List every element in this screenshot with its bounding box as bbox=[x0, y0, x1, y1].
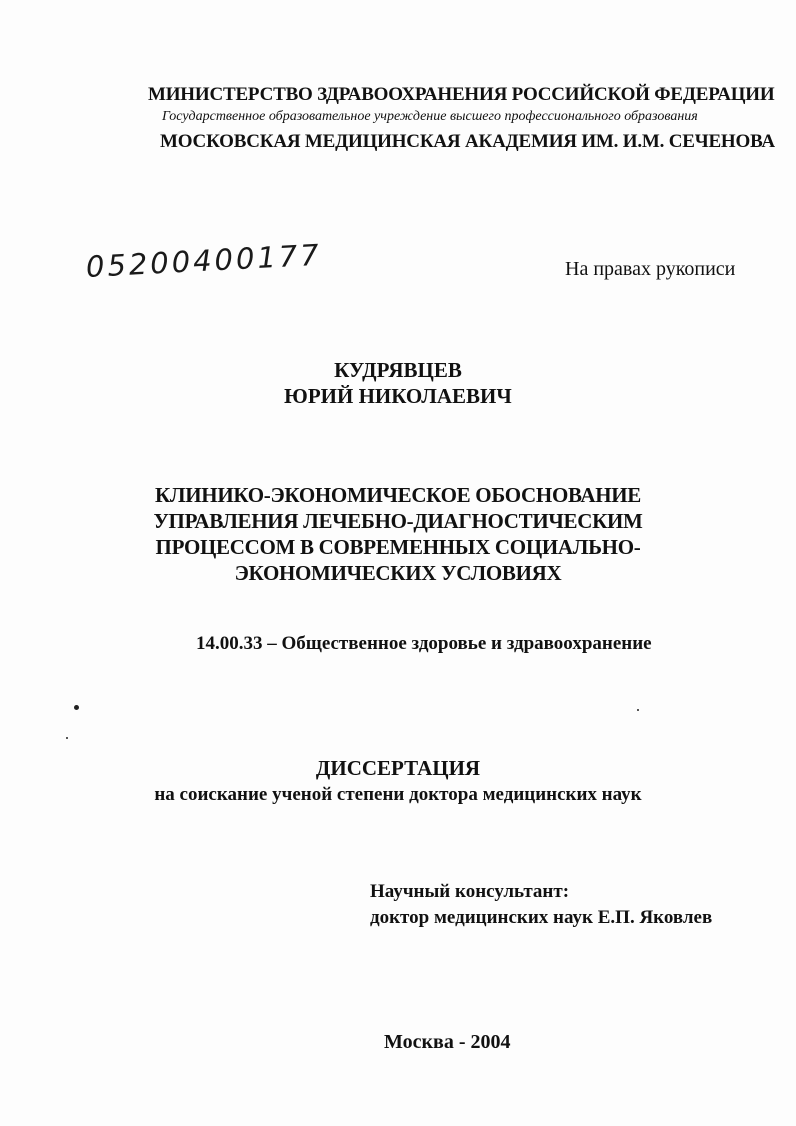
scan-speck bbox=[74, 705, 79, 710]
manuscript-rights-note: На правах рукописи bbox=[565, 258, 736, 280]
dissertation-title-line: КЛИНИКО-ЭКОНОМИЧЕСКОЕ ОБОСНОВАНИЕ bbox=[154, 483, 642, 507]
scan-speck bbox=[637, 709, 639, 711]
ministry-heading: МИНИСТЕРСТВО ЗДРАВООХРАНЕНИЯ РОССИЙСКОЙ ФЕДЕРАЦИИ bbox=[148, 84, 775, 105]
degree-description: на соискание ученой степени доктора медицинских наук bbox=[154, 784, 642, 805]
institution-type: Государственное образовательное учреждение высшего профессионального образования bbox=[162, 109, 698, 124]
author-name: ЮРИЙ НИКОЛАЕВИЧ bbox=[284, 384, 512, 408]
handwritten-archive-number: 05200400177 bbox=[85, 237, 323, 284]
city-year: Москва - 2004 bbox=[384, 1031, 511, 1053]
document-type: ДИССЕРТАЦИЯ bbox=[315, 756, 481, 780]
dissertation-title-line: ПРОЦЕССОМ В СОВРЕМЕННЫХ СОЦИАЛЬНО- bbox=[155, 535, 641, 559]
consultant-label: Научный консультант: bbox=[370, 881, 570, 902]
scan-speck bbox=[66, 737, 68, 739]
specialty-code: 14.00.33 – Общественное здоровье и здравоохранение bbox=[196, 633, 652, 654]
consultant-name: доктор медицинских наук Е.П. Яковлев bbox=[370, 907, 713, 928]
author-surname: КУДРЯВЦЕВ bbox=[334, 358, 462, 382]
dissertation-title-line: УПРАВЛЕНИЯ ЛЕЧЕБНО-ДИАГНОСТИЧЕСКИМ bbox=[153, 509, 643, 533]
academy-heading: МОСКОВСКАЯ МЕДИЦИНСКАЯ АКАДЕМИЯ ИМ. И.М. СЕЧЕНОВА bbox=[160, 131, 775, 152]
dissertation-title-line: ЭКОНОМИЧЕСКИХ УСЛОВИЯХ bbox=[234, 561, 562, 585]
